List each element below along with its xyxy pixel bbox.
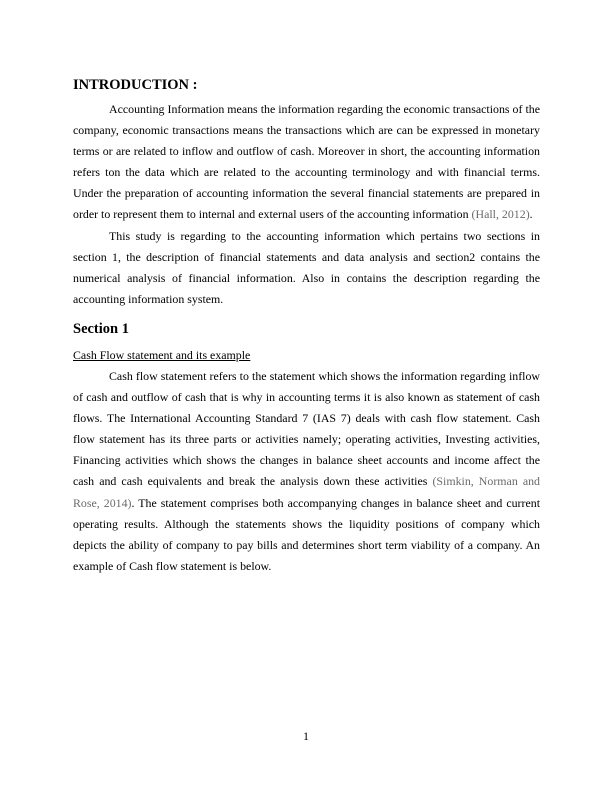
cash-flow-paragraph [73, 366, 540, 577]
introduction-paragraph-2: This study is regarding to the accounting information which pertains two sections in section 1, the description of financial statements and data analysis and section2 contains the numerical analysis of financial information. Also in contains the description regarding the accounting information system. [73, 228, 540, 306]
cash-flow-subheading: Cash Flow statement and its example [73, 347, 251, 362]
paragraph-text: Cash flow statement refers to the statement which shows the information regarding inflow of cash and outflow of cash that is why in accounting terms it is also known as statement of cash flows. The International Accounting Standard 7 (IAS 7) deals with cash flow statement. Cash flow statement has its three parts or activities namely; operating activities, Investing activities, Financing activities which shows the changes in balance sheet accounts and income affect the cash and cash equivalents and break the analysis down these activities [73, 368, 540, 489]
citation: (Hall, 2012) [471, 207, 530, 222]
paragraph-text-end: . The statement comprises both accompanying changes in balance sheet and current operating results. Although the statements shows the liquidity positions of company which depicts the ability of company to pay bills and determines short term viability of a company. An example of Cash flow statement is below. [73, 495, 541, 573]
citation: (Simkin, Norman and Rose, 2014) [73, 474, 541, 510]
paragraph-text-end: . [529, 207, 533, 222]
introduction-paragraph-1 [73, 99, 540, 226]
section-1-heading: Section 1 [73, 320, 129, 337]
paragraph-text: Accounting Information means the information regarding the economic transactions of the company, economic transactions means the transactions which are can be expressed in monetary terms or are related to inflow and outflow of cash. Moreover in short, the accounting information refers ton the data which are related to the accounting terminology and with financial terms. Under the preparation of accounting information the several financial statements are prepared in order to represent them to internal and external users of the accounting information [73, 102, 540, 222]
page-body [73, 75, 540, 577]
page-number: 1 [303, 729, 309, 743]
introduction-heading: INTRODUCTION : [73, 77, 198, 93]
